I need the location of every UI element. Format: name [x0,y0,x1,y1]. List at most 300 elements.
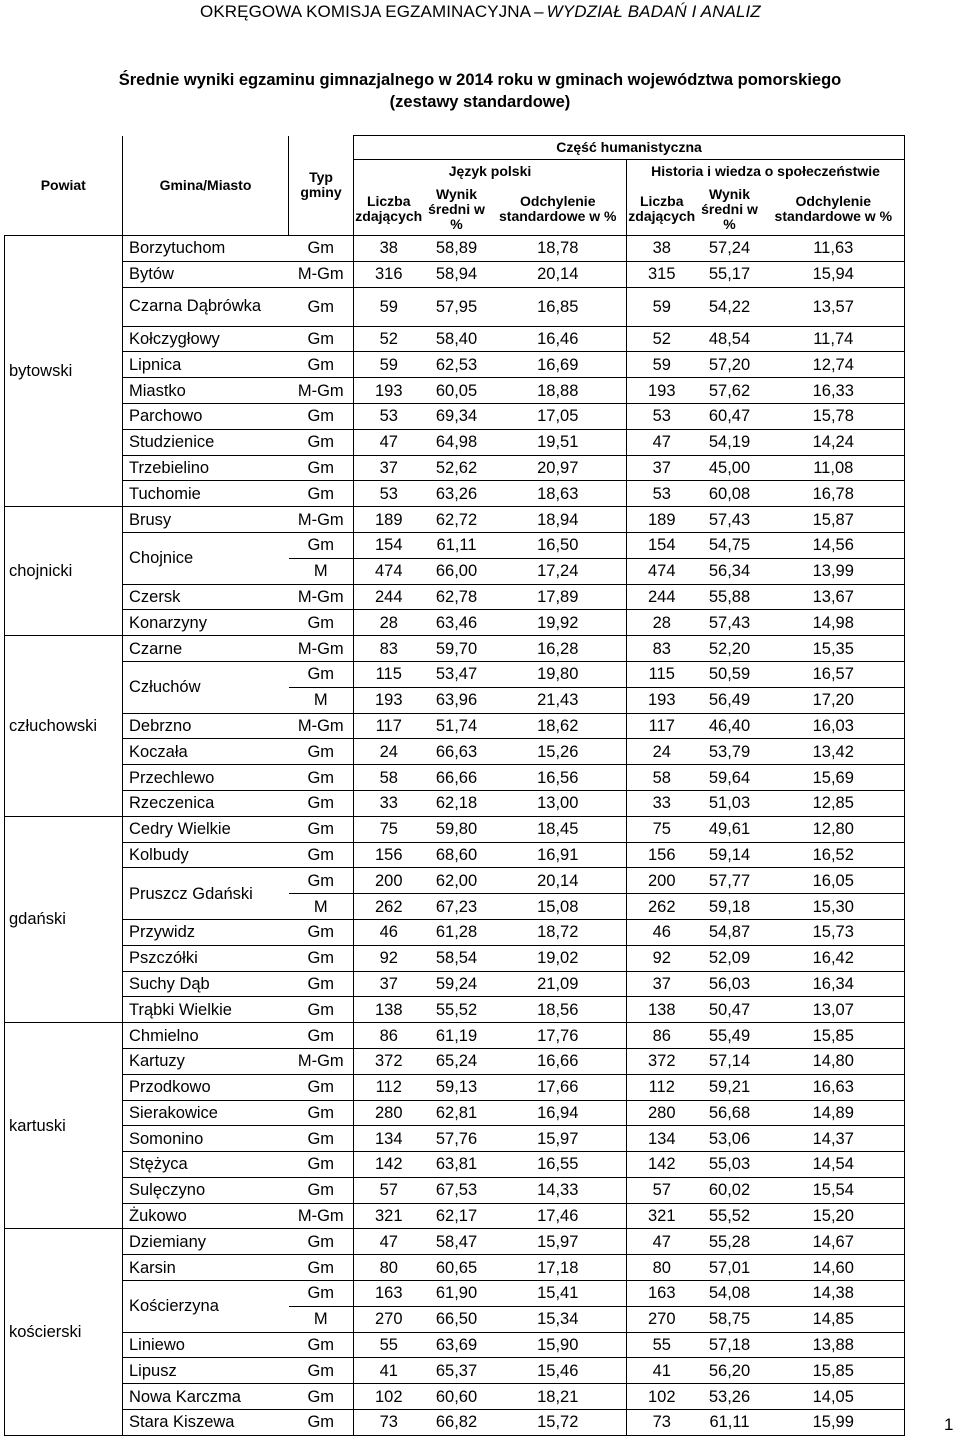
liczba-jp-cell: 156 [354,842,424,868]
odch-hw-cell: 14,37 [763,1126,905,1152]
wynik-jp-cell: 58,47 [424,1229,490,1255]
wynik-jp-cell: 62,78 [424,584,490,610]
wynik-hw-cell: 58,75 [697,1306,763,1332]
odch-hw-cell: 13,88 [763,1332,905,1358]
wynik-jp-cell: 58,89 [424,236,490,262]
gmina-cell: Kolbudy [123,842,289,868]
odch-jp-cell: 15,41 [490,1281,627,1307]
typ-cell: M-Gm [289,261,354,287]
title-line-1: Średnie wyniki egzaminu gimnazjalnego w 2014 roku w gminach województwa pomorskiego [118,71,842,89]
table-row [5,816,905,842]
gmina-cell: Konarzyny [123,610,289,636]
table-row [5,481,905,507]
liczba-hw-cell: 46 [627,919,697,945]
gmina-cell: Karsin [123,1255,289,1281]
typ-cell: M-Gm [289,378,354,404]
odch-hw-cell: 16,05 [763,868,905,894]
odch-hw-cell: 14,85 [763,1306,905,1332]
liczba-jp-cell: 117 [354,713,424,739]
table-row [5,1203,905,1229]
odch-jp-cell: 18,62 [490,713,627,739]
wynik-hw-cell: 53,79 [697,739,763,765]
liczba-hw-cell: 102 [627,1384,697,1410]
odch-hw-cell: 14,38 [763,1281,905,1307]
table-row [5,765,905,791]
liczba-jp-cell: 53 [354,403,424,429]
powiat-cell: chojnicki [5,507,123,636]
table-row [5,429,905,455]
odch-hw-cell: 13,42 [763,739,905,765]
liczba-hw-cell: 117 [627,713,697,739]
liczba-jp-cell: 86 [354,1023,424,1049]
powiat-cell: bytowski [5,236,123,507]
wynik-jp-cell: 62,17 [424,1203,490,1229]
liczba-jp-cell: 372 [354,1048,424,1074]
odch-jp-cell: 17,46 [490,1203,627,1229]
wynik-hw-cell: 57,77 [697,868,763,894]
gmina-cell: Tuchomie [123,481,289,507]
gmina-cell: Przechlewo [123,765,289,791]
header-history: Historia i wiedza o społeczeństwie [627,160,905,184]
gmina-cell: Suchy Dąb [123,971,289,997]
liczba-hw-cell: 53 [627,403,697,429]
liczba-hw-cell: 28 [627,610,697,636]
odch-hw-cell: 11,63 [763,236,905,262]
wynik-jp-cell: 66,00 [424,558,490,584]
wynik-hw-cell: 59,21 [697,1074,763,1100]
wynik-jp-cell: 67,23 [424,894,490,920]
table-row [5,403,905,429]
wynik-hw-cell: 54,19 [697,429,763,455]
typ-cell: M-Gm [289,1203,354,1229]
wynik-hw-cell: 57,43 [697,507,763,533]
odch-jp-cell: 15,08 [490,894,627,920]
liczba-hw-cell: 52 [627,326,697,352]
gmina-cell: Stara Kiszewa [123,1410,289,1436]
table-row [5,1023,905,1049]
odch-hw-cell: 16,33 [763,378,905,404]
liczba-jp-cell: 83 [354,636,424,662]
wynik-hw-cell: 50,47 [697,997,763,1023]
typ-cell: Gm [289,1410,354,1436]
odch-hw-cell: 13,99 [763,558,905,584]
odch-jp-cell: 17,89 [490,584,627,610]
odch-jp-cell: 17,18 [490,1255,627,1281]
liczba-hw-cell: 24 [627,739,697,765]
odch-jp-cell: 14,33 [490,1177,627,1203]
gmina-cell: Stężyca [123,1152,289,1178]
table-row [5,971,905,997]
liczba-hw-cell: 59 [627,287,697,326]
odch-hw-cell: 16,78 [763,481,905,507]
table-row [5,610,905,636]
liczba-hw-cell: 80 [627,1255,697,1281]
odch-jp-cell: 15,97 [490,1229,627,1255]
typ-cell: Gm [289,610,354,636]
typ-cell: Gm [289,236,354,262]
liczba-hw-cell: 134 [627,1126,697,1152]
odch-hw-cell: 15,85 [763,1358,905,1384]
odch-hw-cell: 13,07 [763,997,905,1023]
odch-hw-cell: 14,56 [763,532,905,558]
table-row [5,868,905,894]
wynik-hw-cell: 55,52 [697,1203,763,1229]
wynik-jp-cell: 66,82 [424,1410,490,1436]
odch-jp-cell: 15,90 [490,1332,627,1358]
wynik-hw-cell: 57,24 [697,236,763,262]
odch-jp-cell: 20,14 [490,261,627,287]
odch-hw-cell: 15,85 [763,1023,905,1049]
liczba-hw-cell: 244 [627,584,697,610]
liczba-jp-cell: 53 [354,481,424,507]
page-number: 1 [944,1415,954,1434]
wynik-hw-cell: 60,08 [697,481,763,507]
wynik-jp-cell: 62,53 [424,352,490,378]
table-row [5,919,905,945]
typ-cell: Gm [289,532,354,558]
liczba-jp-cell: 270 [354,1306,424,1332]
header-part-humanistic: Część humanistyczna [354,136,905,160]
odch-jp-cell: 15,72 [490,1410,627,1436]
wynik-jp-cell: 59,24 [424,971,490,997]
odch-jp-cell: 18,21 [490,1384,627,1410]
liczba-jp-cell: 37 [354,455,424,481]
liczba-hw-cell: 193 [627,687,697,713]
wynik-jp-cell: 61,90 [424,1281,490,1307]
header-powiat: Powiat [5,136,123,236]
odch-jp-cell: 18,72 [490,919,627,945]
powiat-cell: gdański [5,816,123,1022]
typ-cell: Gm [289,481,354,507]
odch-jp-cell: 16,66 [490,1048,627,1074]
liczba-jp-cell: 112 [354,1074,424,1100]
liczba-hw-cell: 270 [627,1306,697,1332]
table-row [5,1358,905,1384]
typ-cell: Gm [289,455,354,481]
odch-hw-cell: 12,74 [763,352,905,378]
liczba-hw-cell: 75 [627,816,697,842]
header-separator: – [534,2,544,21]
header-department: WYDZIAŁ BADAŃ I ANALIZ [546,2,761,21]
wynik-jp-cell: 62,72 [424,507,490,533]
liczba-hw-cell: 55 [627,1332,697,1358]
table-row [5,1229,905,1255]
odch-jp-cell: 18,88 [490,378,627,404]
gmina-cell: Bytów [123,261,289,287]
wynik-hw-cell: 57,43 [697,610,763,636]
gmina-cell: Czersk [123,584,289,610]
wynik-jp-cell: 57,76 [424,1126,490,1152]
typ-cell: Gm [289,403,354,429]
wynik-hw-cell: 57,20 [697,352,763,378]
gmina-cell: Przywidz [123,919,289,945]
wynik-jp-cell: 66,63 [424,739,490,765]
typ-cell: Gm [289,816,354,842]
typ-cell: M-Gm [289,1048,354,1074]
odch-hw-cell: 13,57 [763,287,905,326]
odch-hw-cell: 15,78 [763,403,905,429]
gmina-cell: Parchowo [123,403,289,429]
gmina-cell: Brusy [123,507,289,533]
liczba-hw-cell: 37 [627,455,697,481]
wynik-hw-cell: 55,03 [697,1152,763,1178]
liczba-hw-cell: 58 [627,765,697,791]
wynik-hw-cell: 51,03 [697,790,763,816]
liczba-hw-cell: 112 [627,1074,697,1100]
odch-jp-cell: 16,46 [490,326,627,352]
odch-hw-cell: 15,94 [763,261,905,287]
table-row [5,236,905,262]
odch-jp-cell: 19,02 [490,945,627,971]
odch-hw-cell: 15,99 [763,1410,905,1436]
liczba-hw-cell: 53 [627,481,697,507]
gmina-cell: Chojnice [123,532,289,584]
wynik-jp-cell: 69,34 [424,403,490,429]
gmina-cell: Rzeczenica [123,790,289,816]
liczba-jp-cell: 142 [354,1152,424,1178]
wynik-jp-cell: 58,94 [424,261,490,287]
table-row [5,1177,905,1203]
table-row [5,1126,905,1152]
liczba-jp-cell: 28 [354,610,424,636]
liczba-hw-cell: 59 [627,352,697,378]
wynik-jp-cell: 63,46 [424,610,490,636]
header-mean-history: Wynik średni w % [701,185,758,232]
liczba-hw-cell: 41 [627,1358,697,1384]
gmina-cell: Człuchów [123,661,289,713]
typ-cell: Gm [289,790,354,816]
odch-hw-cell: 16,34 [763,971,905,997]
wynik-jp-cell: 65,24 [424,1048,490,1074]
typ-cell: Gm [289,1152,354,1178]
wynik-jp-cell: 66,50 [424,1306,490,1332]
wynik-hw-cell: 56,68 [697,1100,763,1126]
odch-jp-cell: 18,56 [490,997,627,1023]
gmina-cell: Sulęczyno [123,1177,289,1203]
typ-cell: Gm [289,765,354,791]
odch-jp-cell: 17,66 [490,1074,627,1100]
gmina-cell: Żukowo [123,1203,289,1229]
typ-cell: Gm [289,1126,354,1152]
wynik-hw-cell: 59,14 [697,842,763,868]
typ-cell: M-Gm [289,584,354,610]
wynik-hw-cell: 45,00 [697,455,763,481]
odch-jp-cell: 15,34 [490,1306,627,1332]
document-title [40,69,920,113]
table-row [5,1255,905,1281]
wynik-jp-cell: 60,65 [424,1255,490,1281]
odch-hw-cell: 14,89 [763,1100,905,1126]
odch-jp-cell: 18,78 [490,236,627,262]
header-typ: Typ gminy [289,136,354,236]
odch-hw-cell: 16,52 [763,842,905,868]
wynik-jp-cell: 62,81 [424,1100,490,1126]
gmina-cell: Chmielno [123,1023,289,1049]
table-row [5,713,905,739]
odch-hw-cell: 16,42 [763,945,905,971]
odch-jp-cell: 16,55 [490,1152,627,1178]
liczba-hw-cell: 321 [627,1203,697,1229]
gmina-cell: Trzebielino [123,455,289,481]
gmina-cell: Pszczółki [123,945,289,971]
header-count-polish: Liczba zdających [355,193,423,225]
liczba-hw-cell: 154 [627,532,697,558]
gmina-cell: Cedry Wielkie [123,816,289,842]
odch-hw-cell: 14,98 [763,610,905,636]
liczba-jp-cell: 41 [354,1358,424,1384]
wynik-jp-cell: 64,98 [424,429,490,455]
odch-jp-cell: 17,76 [490,1023,627,1049]
liczba-jp-cell: 163 [354,1281,424,1307]
wynik-jp-cell: 51,74 [424,713,490,739]
odch-jp-cell: 20,14 [490,868,627,894]
table-row [5,1332,905,1358]
gmina-cell: Somonino [123,1126,289,1152]
odch-hw-cell: 14,67 [763,1229,905,1255]
wynik-jp-cell: 66,66 [424,765,490,791]
liczba-hw-cell: 262 [627,894,697,920]
liczba-hw-cell: 163 [627,1281,697,1307]
liczba-jp-cell: 92 [354,945,424,971]
gmina-cell: Lipusz [123,1358,289,1384]
wynik-jp-cell: 59,13 [424,1074,490,1100]
liczba-jp-cell: 138 [354,997,424,1023]
liczba-hw-cell: 57 [627,1177,697,1203]
odch-jp-cell: 16,91 [490,842,627,868]
liczba-jp-cell: 38 [354,236,424,262]
wynik-jp-cell: 67,53 [424,1177,490,1203]
typ-cell: Gm [289,997,354,1023]
typ-cell: Gm [289,326,354,352]
odch-hw-cell: 14,24 [763,429,905,455]
odch-jp-cell: 16,69 [490,352,627,378]
gmina-cell: Dziemiany [123,1229,289,1255]
odch-hw-cell: 15,73 [763,919,905,945]
liczba-jp-cell: 80 [354,1255,424,1281]
table-row [5,842,905,868]
liczba-jp-cell: 75 [354,816,424,842]
odch-hw-cell: 15,87 [763,507,905,533]
liczba-jp-cell: 47 [354,429,424,455]
wynik-hw-cell: 60,47 [697,403,763,429]
typ-cell: M [289,687,354,713]
wynik-jp-cell: 55,52 [424,997,490,1023]
typ-cell: M-Gm [289,507,354,533]
odch-hw-cell: 15,54 [763,1177,905,1203]
powiat-cell: człuchowski [5,636,123,817]
liczba-hw-cell: 47 [627,429,697,455]
header-sd-polish: Odchylenie standardowe w % [490,184,627,236]
header-sd-history: Odchylenie standardowe w % [763,184,905,236]
liczba-jp-cell: 193 [354,378,424,404]
table-row [5,1281,905,1307]
wynik-jp-cell: 63,81 [424,1152,490,1178]
wynik-hw-cell: 57,01 [697,1255,763,1281]
liczba-jp-cell: 52 [354,326,424,352]
liczba-hw-cell: 200 [627,868,697,894]
table-body [5,236,905,1436]
liczba-jp-cell: 134 [354,1126,424,1152]
table-row [5,378,905,404]
wynik-hw-cell: 48,54 [697,326,763,352]
wynik-jp-cell: 60,60 [424,1384,490,1410]
gmina-cell: Przodkowo [123,1074,289,1100]
typ-cell: Gm [289,1281,354,1307]
odch-hw-cell: 11,08 [763,455,905,481]
liczba-jp-cell: 280 [354,1100,424,1126]
wynik-hw-cell: 52,09 [697,945,763,971]
odch-hw-cell: 12,85 [763,790,905,816]
gmina-cell: Studzienice [123,429,289,455]
liczba-hw-cell: 92 [627,945,697,971]
liczba-jp-cell: 115 [354,661,424,687]
odch-hw-cell: 15,35 [763,636,905,662]
liczba-hw-cell: 33 [627,790,697,816]
odch-hw-cell: 16,03 [763,713,905,739]
gmina-cell: Miastko [123,378,289,404]
typ-cell: Gm [289,287,354,326]
wynik-hw-cell: 54,08 [697,1281,763,1307]
odch-jp-cell: 15,97 [490,1126,627,1152]
liczba-jp-cell: 57 [354,1177,424,1203]
table-row [5,507,905,533]
wynik-jp-cell: 58,40 [424,326,490,352]
odch-hw-cell: 13,67 [763,584,905,610]
odch-hw-cell: 15,20 [763,1203,905,1229]
odch-hw-cell: 15,69 [763,765,905,791]
odch-hw-cell: 14,05 [763,1384,905,1410]
wynik-jp-cell: 63,26 [424,481,490,507]
table-row [5,636,905,662]
odch-hw-cell: 16,57 [763,661,905,687]
typ-cell: Gm [289,919,354,945]
liczba-hw-cell: 156 [627,842,697,868]
wynik-hw-cell: 54,75 [697,532,763,558]
liczba-jp-cell: 154 [354,532,424,558]
table-row [5,1410,905,1436]
wynik-jp-cell: 65,37 [424,1358,490,1384]
wynik-hw-cell: 57,14 [697,1048,763,1074]
header-count-history: Liczba zdających [628,193,696,225]
typ-cell: M-Gm [289,636,354,662]
odch-jp-cell: 21,43 [490,687,627,713]
table-row [5,326,905,352]
odch-jp-cell: 19,80 [490,661,627,687]
liczba-jp-cell: 102 [354,1384,424,1410]
wynik-jp-cell: 58,54 [424,945,490,971]
typ-cell: Gm [289,1177,354,1203]
liczba-hw-cell: 142 [627,1152,697,1178]
gmina-cell: Czarne [123,636,289,662]
liczba-jp-cell: 24 [354,739,424,765]
wynik-hw-cell: 53,26 [697,1384,763,1410]
odch-jp-cell: 16,94 [490,1100,627,1126]
liczba-jp-cell: 73 [354,1410,424,1436]
odch-hw-cell: 12,80 [763,816,905,842]
wynik-hw-cell: 54,87 [697,919,763,945]
typ-cell: M-Gm [289,713,354,739]
typ-cell: Gm [289,1229,354,1255]
liczba-hw-cell: 73 [627,1410,697,1436]
wynik-hw-cell: 54,22 [697,287,763,326]
liczba-jp-cell: 58 [354,765,424,791]
gmina-cell: Czarna Dąbrówka [123,287,289,326]
typ-cell: Gm [289,1100,354,1126]
liczba-jp-cell: 321 [354,1203,424,1229]
gmina-cell: Nowa Karczma [123,1384,289,1410]
odch-jp-cell: 15,26 [490,739,627,765]
powiat-cell: kartuski [5,1023,123,1229]
